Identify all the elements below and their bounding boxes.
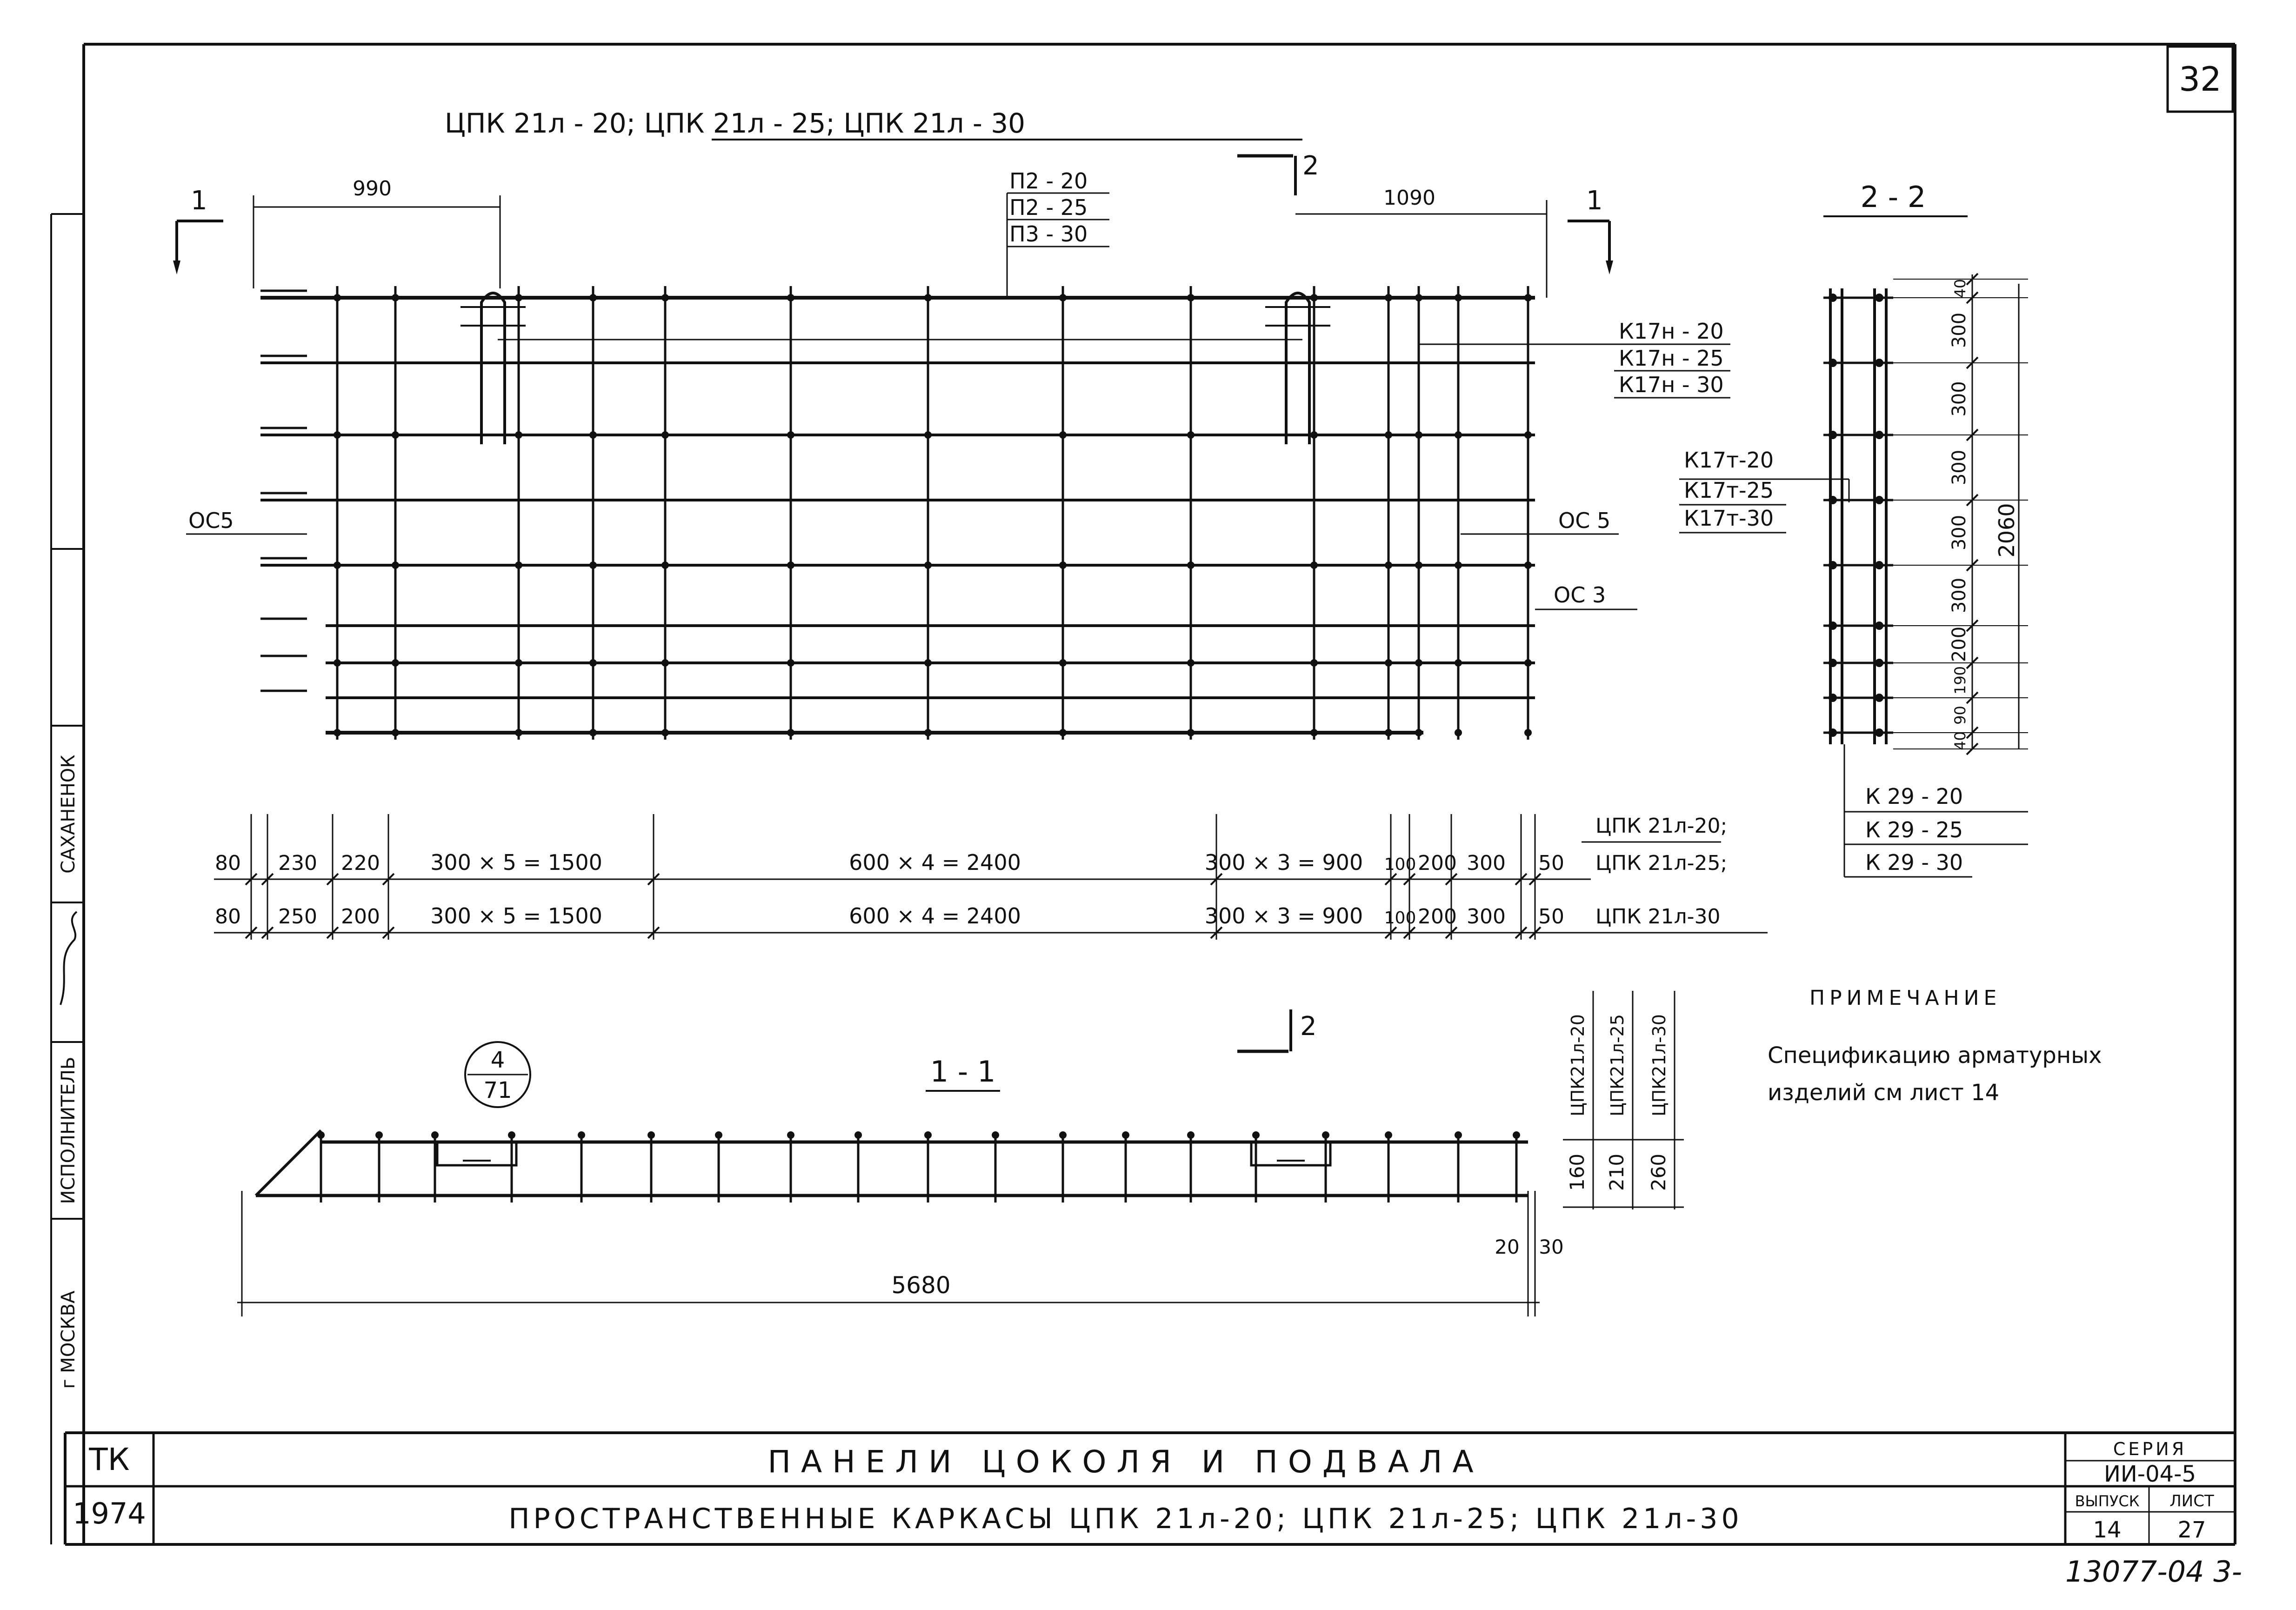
k29-label-3: К 29 - 30 [1865,850,1963,875]
title-line-1: ПАНЕЛИ ЦОКОЛЯ И ПОДВАЛА [768,1444,1484,1480]
weld-point [1385,729,1392,736]
os5-label-right: ОС 5 [1558,508,1611,533]
section-2-label-top: 2 [1302,151,1319,181]
row2-dim-9: 50 [1538,905,1564,929]
row1-dim-4: 600 × 4 = 2400 [849,850,1021,875]
weld-point [392,659,399,667]
k17n-label-2: К17н - 25 [1619,346,1724,371]
row1-dim-2: 220 [341,851,380,875]
row2-dim-3: 300 × 5 = 1500 [430,903,602,929]
bar-dot [431,1131,439,1139]
section-2-2-dim: 300 [1949,577,1970,614]
weld-point [515,561,522,569]
weld-point [1415,729,1422,736]
weld-point [1455,561,1462,569]
bar-dot [1829,359,1837,367]
bar-dot [1513,1131,1520,1139]
height-label-25: ЦПК21л-25 [1607,1014,1628,1116]
weld-point [1310,431,1318,439]
bar-dot [1875,431,1883,439]
k17n-label-1: К17н - 20 [1619,319,1724,344]
callout-bottom: 71 [483,1077,512,1103]
section-cut-1-right [1568,221,1613,274]
weld-point [787,659,794,667]
lifting-loop-right [1286,293,1309,444]
weld-point [1187,729,1195,736]
note-heading: ПРИМЕЧАНИЕ [1809,986,2002,1010]
weld-point [1455,659,1462,667]
issue-label: ВЫПУСК [2075,1492,2140,1510]
bar-dot [924,1131,932,1139]
bar-dot [1187,1131,1195,1139]
bar-dot [1829,431,1837,439]
weld-point [924,561,932,569]
weld-point [787,561,794,569]
end-bend [256,1130,321,1196]
bar-dot [578,1131,585,1139]
loop-label-1: П2 - 20 [1009,168,1088,194]
lifting-loop-left [481,293,505,444]
weld-point [334,431,341,439]
row1-dim-0: 80 [215,851,241,875]
bar-dot [1875,659,1883,667]
weld-point [1385,659,1392,667]
stamp-name: САХАНЕНОК [58,755,79,874]
bar-dot [1875,728,1883,737]
weld-point [1059,431,1067,439]
issue-value: 14 [2093,1517,2122,1543]
row1-label-a: ЦПК 21л-20; [1595,814,1728,838]
bar-dot [854,1131,862,1139]
weld-point [515,294,522,301]
weld-point [334,659,341,667]
bar-dot [1252,1131,1260,1139]
weld-point [1455,294,1462,301]
section-1-1-drawing [256,1130,1528,1202]
os3-label: ОС 3 [1554,582,1606,608]
weld-point [1385,431,1392,439]
row1-dim-8: 300 [1467,851,1506,875]
k17t-label-3: К17т-30 [1684,506,1774,531]
bar-dot [1322,1131,1329,1139]
weld-point [589,294,597,301]
section-2-2-dim: 40 [1951,279,1969,298]
height-dim-210: 210 [1605,1153,1628,1191]
k17t-label-1: К17т-20 [1684,448,1774,473]
series-label: СЕРИЯ [2113,1439,2187,1459]
weld-point [392,561,399,569]
weld-point [1415,294,1422,301]
note-line-2: изделий см лист 14 [1768,1080,2000,1106]
section-2-2-dim: 300 [1949,449,1970,486]
k17n-label-3: К17н - 30 [1619,372,1724,397]
weld-point [1310,729,1318,736]
bar-dot [1875,694,1883,702]
bar-dot [1875,294,1883,302]
weld-point [1310,561,1318,569]
weld-point [589,431,597,439]
section-1-1-title: 1 - 1 [930,1055,996,1089]
bar-dot [1829,621,1837,630]
bar-dot [508,1131,515,1139]
weld-point [924,659,932,667]
weld-point [787,431,794,439]
end-dim-20: 20 [1495,1236,1520,1258]
dim-5680 [237,1191,1540,1316]
dim-1090 [1295,200,1547,298]
weld-point [924,431,932,439]
loop-left [437,1142,516,1165]
weld-point [1415,431,1422,439]
bar-dot [317,1131,325,1139]
row1-dim-7: 200 [1418,851,1457,875]
inventory-number: 13077-04 3- [2065,1555,2243,1589]
row2-dim-0: 80 [215,905,241,929]
section-cut-1-left [173,221,223,274]
section-2-2-dim: 300 [1949,514,1970,551]
weld-point [589,561,597,569]
row2-dim-5: 300 × 3 = 900 [1204,903,1363,929]
section-1-label-right: 1 [1586,186,1603,216]
stamp-role: ИСПОЛНИТЕЛЬ [58,1056,79,1204]
weld-point [924,294,932,301]
bar-dot [787,1131,794,1139]
weld-point [589,659,597,667]
weld-point [1415,659,1422,667]
bar-dot [1829,496,1837,504]
height-label-20: ЦПК21л-20 [1568,1014,1588,1116]
weld-point [1187,294,1195,301]
dim-5680-text: 5680 [891,1272,951,1299]
stamp-city: г МОСКВА [58,1290,79,1389]
bar-dot [1875,621,1883,630]
row1-dim-9: 50 [1538,851,1564,875]
weld-point [1385,561,1392,569]
weld-point [1059,729,1067,736]
weld-point [1059,561,1067,569]
weld-point [1187,431,1195,439]
title-line-2: ПРОСТРАНСТВЕННЫЕ КАРКАСЫ ЦПК 21л-20; ЦПК 21л-25; ЦПК 21л-30 [508,1503,1743,1535]
weld-point [1524,294,1532,301]
section-2-2-dim: 90 [1951,706,1969,725]
row2-dim-6: 100 [1384,909,1416,928]
weld-point [1455,431,1462,439]
title-org: ТК [89,1442,130,1477]
weld-point [1059,294,1067,301]
weld-point [1310,294,1318,301]
loop-right [1251,1142,1330,1165]
dim-990 [254,195,500,288]
section-2-2-dim: 300 [1949,381,1970,417]
weld-point [787,729,794,736]
sheet-number: 32 [2179,60,2222,99]
sheet-label: ЛИСТ [2169,1492,2214,1510]
k29-label-2: К 29 - 25 [1865,817,1963,842]
weld-point [1524,561,1532,569]
bar-dot [1829,728,1837,737]
bar-dot [1829,659,1837,667]
weld-point [515,729,522,736]
elevation-title: ЦПК 21л - 20; ЦПК 21л - 25; ЦПК 21л - 30 [444,107,1026,139]
os5-label-left: ОС5 [188,508,234,533]
bar-dot [1455,1131,1462,1139]
bar-dot [1875,359,1883,367]
height-dim-160: 160 [1566,1153,1589,1191]
bar-dot [1829,694,1837,702]
weld-point [1524,729,1532,736]
weld-point [392,294,399,301]
weld-point [661,561,669,569]
weld-point [1187,659,1195,667]
weld-point [1385,294,1392,301]
section-cut-2-bottom [1237,1009,1291,1051]
bar-dot [1829,561,1837,569]
end-dim-30: 30 [1539,1236,1564,1258]
section-2-2-title: 2 - 2 [1860,180,1926,214]
row1-dim-6: 100 [1384,855,1416,874]
row2-dim-1: 250 [278,905,317,929]
dim-990-text: 990 [353,177,392,200]
k17t-label-2: К17т-25 [1684,478,1774,503]
weld-point [1059,659,1067,667]
weld-point [661,431,669,439]
cage-elevation [260,286,1535,740]
row2-dim-2: 200 [341,905,380,929]
signature-mark [60,912,77,1005]
weld-point [334,294,341,301]
section-1-label-left: 1 [191,186,207,216]
weld-point [1187,561,1195,569]
weld-point [661,729,669,736]
section-cut-2-top [1237,156,1295,195]
bar-dot [1875,496,1883,504]
row2-dim-8: 300 [1467,905,1506,929]
weld-point [1310,659,1318,667]
row1-dim-1: 230 [278,851,317,875]
bar-dot [1059,1131,1067,1139]
weld-point [661,294,669,301]
series-value: ИИ-04-5 [2103,1461,2196,1487]
sheet-value: 27 [2177,1517,2206,1543]
weld-point [515,431,522,439]
bar-dot [1875,561,1883,569]
weld-point [515,659,522,667]
weld-point [661,659,669,667]
section-2-2-dim: 200 [1949,626,1970,662]
row1-dim-3: 300 × 5 = 1500 [430,850,602,875]
k29-label-1: К 29 - 20 [1865,784,1963,809]
weld-point [392,431,399,439]
weld-point [334,729,341,736]
section-2-2-dim: 300 [1949,312,1970,348]
weld-point [1524,431,1532,439]
section-2-2-total: 2060 [1994,503,2019,558]
dim-1090-text: 1090 [1383,186,1435,210]
row2-dim-4: 600 × 4 = 2400 [849,903,1021,929]
row1-label-b: ЦПК 21л-25; [1595,851,1728,875]
loop-label-2: П2 - 25 [1009,195,1088,220]
section-2-2-dim: 40 [1951,731,1969,750]
callout-top: 4 [490,1047,505,1073]
row1-dim-5: 300 × 3 = 900 [1204,850,1363,875]
height-label-30: ЦПК21л-30 [1649,1014,1669,1116]
loop-label-3: П3 - 30 [1009,221,1088,247]
weld-point [924,729,932,736]
weld-point [392,729,399,736]
title-year: 1974 [73,1496,146,1530]
weld-point [1415,561,1422,569]
weld-point [589,729,597,736]
bar-dot [715,1131,722,1139]
bar-dot [1385,1131,1392,1139]
bar-dot [1122,1131,1129,1139]
section-2-2-drawing [1823,288,1893,744]
bar-dot [992,1131,999,1139]
row2-dim-7: 200 [1418,905,1457,929]
bar-dot [375,1131,383,1139]
section-2-2-dim: 190 [1951,666,1969,695]
section-2-label-bottom: 2 [1300,1011,1317,1042]
bar-dot [1829,294,1837,302]
weld-point [1455,729,1462,736]
note-line-1: Спецификацию арматурных [1768,1042,2102,1069]
weld-point [1524,659,1532,667]
weld-point [334,561,341,569]
height-dim-260: 260 [1647,1153,1670,1191]
bar-dot [647,1131,655,1139]
weld-point [787,294,794,301]
row2-label: ЦПК 21л-30 [1595,905,1721,929]
